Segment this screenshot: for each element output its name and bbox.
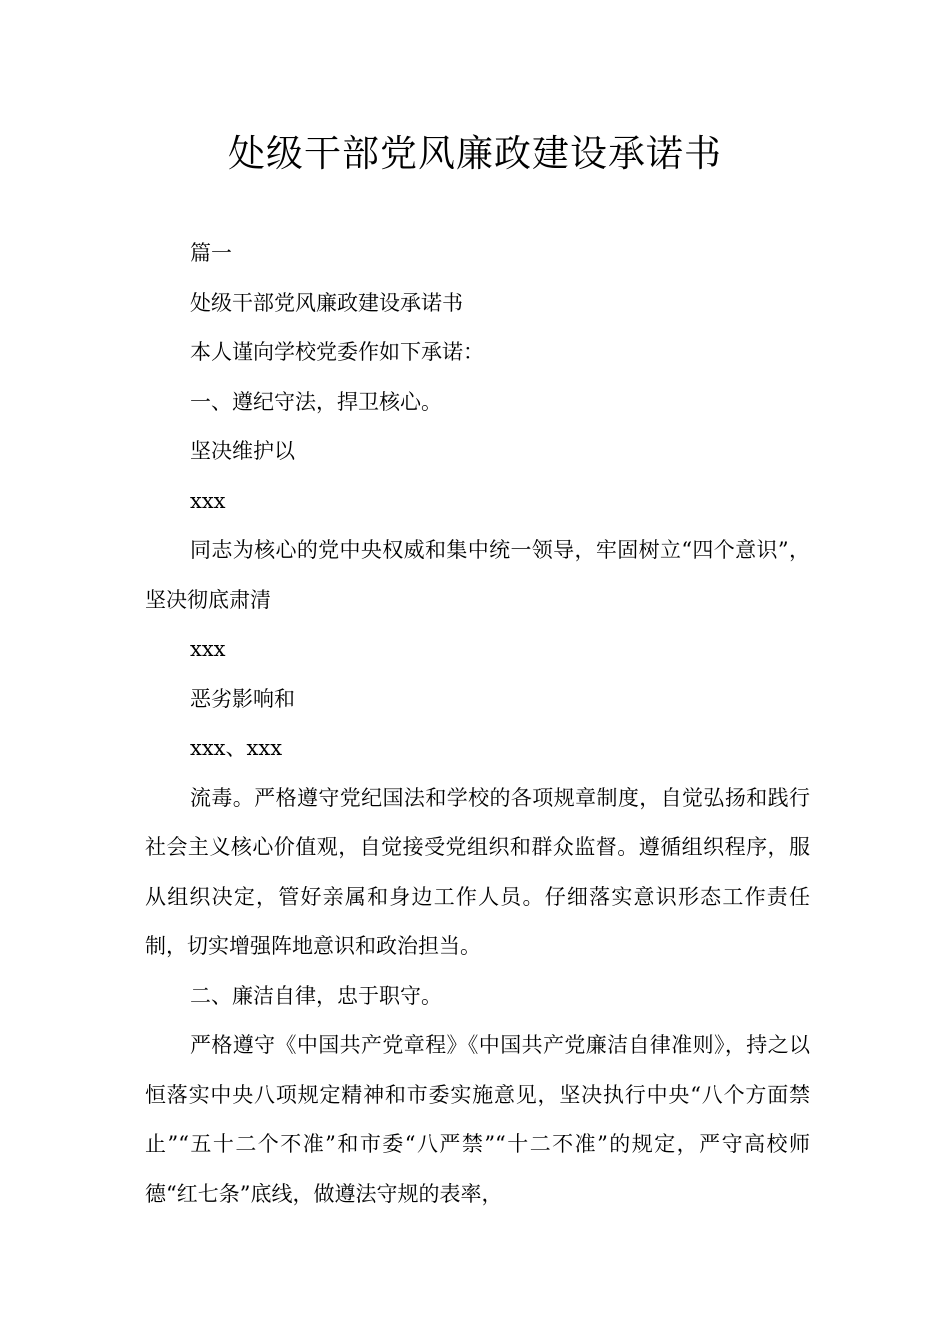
document-body — [145, 229, 810, 1219]
paragraph: 恶劣影响和 — [190, 686, 295, 711]
clause-heading-2: 二、廉洁自律，忠于职守。 — [190, 983, 442, 1008]
paragraph: 严格遵守《中国共产党章程》《中国共产党廉洁自律准则》，持之以恒落实中央八项规定精神和市委实施意见，坚决执行中央“八个方面禁止”“五十二个不准”和市委“八严禁”“十二不准”的规定，严守高校师德“红七条”底线，做遵法守规的表率， — [145, 1033, 810, 1206]
paragraph: 同志为核心的党中央权威和集中统一领导，牢固树立“四个意识”，坚决彻底肃清 — [145, 538, 810, 612]
paragraph: xxx、xxx — [190, 736, 283, 760]
clause-heading-1: 一、遵纪守法，捍卫核心。 — [190, 389, 442, 414]
section-heading-1: 篇一 — [190, 241, 232, 265]
paragraph: xxx — [190, 488, 226, 513]
paragraph: 坚决维护以 — [190, 439, 295, 463]
subtitle: 处级干部党风廉政建设承诺书 — [190, 290, 463, 315]
paragraph: 流毒。严格遵守党纪国法和学校的各项规章制度，自觉弘扬和践行社会主义核心价值观，自觉接受党组织和群众监督。遵循组织程序，服从组织决定，管好亲属和身边工作人员。仔细落实意识形态工作责任制，切实增强阵地意识和政治担当。 — [145, 785, 810, 958]
paragraph: xxx — [190, 637, 226, 661]
document-title: 处级干部党风廉政建设承诺书 — [228, 132, 722, 175]
paragraph: 本人谨向学校党委作如下承诺： — [190, 340, 484, 364]
